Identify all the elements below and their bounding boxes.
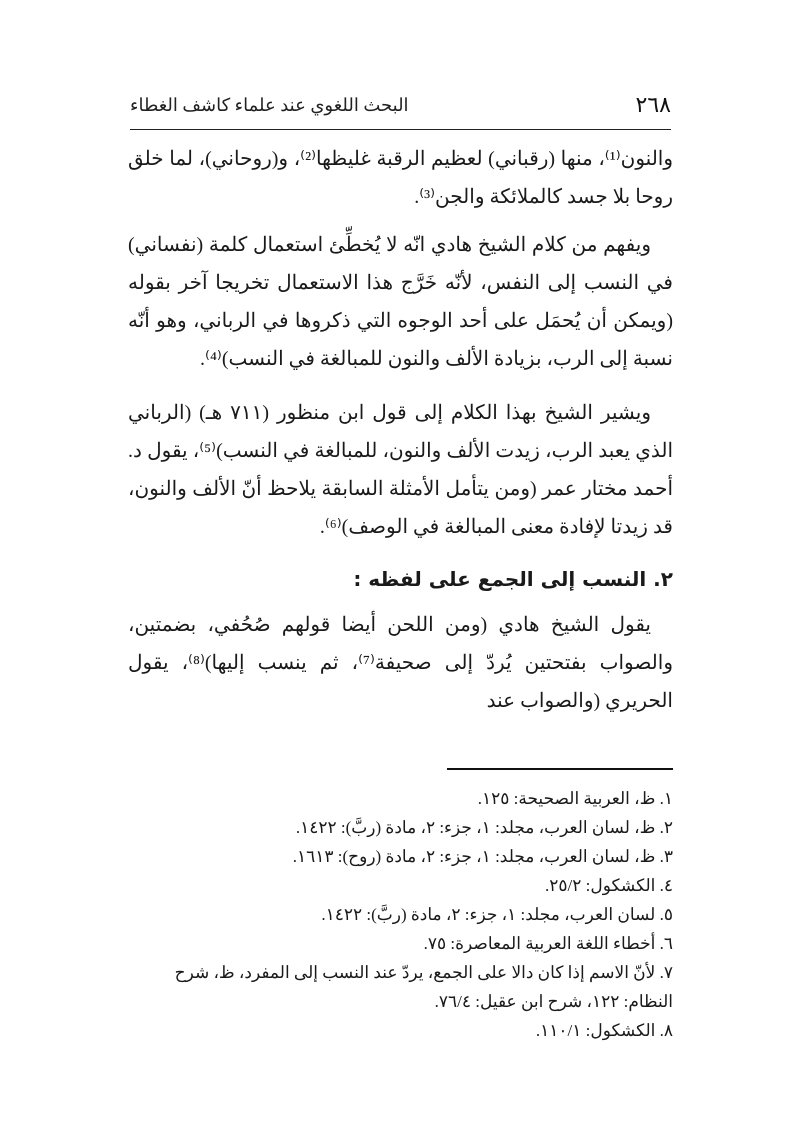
footnote-5: ٥. لسان العرب، مجلد: ١، جزء: ٢، مادة (ربَّ): ١٤٢٢. [321,905,673,924]
footnote-separator [447,768,673,770]
page-number: ٢٦٨ [635,92,671,117]
footnote-8: ٨. الكشكول: ١١٠/١. [535,1021,673,1040]
running-title: البحث اللغوي عند علماء كاشف الغطاء [130,94,409,115]
paragraph-4: يقول الشيخ هادي (ومن اللحن أيضا قولهم صُحُفي، بضمتين، والصواب بفتحتين يُردّ إلى صحيفة⁽⁷⁾، ثم ينسب إليها)⁽⁸⁾، يقول الحريري (والصواب عند [128,614,673,712]
footnote-4: ٤. الكشكول: ٢٥/٢. [545,876,673,895]
header-rule [130,129,671,130]
paragraph-3: ويشير الشيخ بهذا الكلام إلى قول ابن منظور (٧١١ هـ) (الرباني الذي يعبد الرب، زيدت الألف والنون، للمبالغة في النسب)⁽⁵⁾، يقول د. أحمد مختار عمر (ومن يتأمل الأمثلة السابقة يلاحظ أنّ الألف والنون، قد زيدتا لإفادة معنى المبالغة في الوصف)⁽⁶⁾. [128,402,673,538]
page-header [130,88,671,122]
paragraph-2: ويفهم من كلام الشيخ هادي انّه لا يُخطِّئ استعمال كلمة (نفساني) في النسب إلى النفس، لأنّه خَرَّج هذا الاستعمال تخريجا آخر بقوله (ويمكن أن يُحمَل على أحد الوجوه التي ذكروها في الرباني، وهو أنّه نسبة إلى الرب، بزيادة الألف والنون للمبالغة في النسب)⁽⁴⁾. [128,234,673,370]
footnotes [128,784,673,1045]
footnote-3: ٣. ظ، لسان العرب، مجلد: ١، جزء: ٢، مادة (روح): ١٦١٣. [292,847,673,866]
footnote-1: ١. ظ، العربية الصحيحة: ١٢٥. [477,789,673,808]
section-heading: ٢. النسب إلى الجمع على لفظه : [353,567,673,591]
footnote-7: ٧. لأنّ الاسم إذا كان دالا على الجمع، يردّ عند النسب إلى المفرد، ظ، شرح النظام: ١٢٢، شرح ابن عقيل: ٧٦/٤. [174,963,673,1011]
footnote-6: ٦. أخطاء اللغة العربية المعاصرة: ٧٥. [423,934,673,953]
main-text [128,140,673,736]
paragraph-1: والنون⁽¹⁾، منها (رقباني) لعظيم الرقبة غليظها⁽²⁾، و(روحاني)، لما خلق روحا بلا جسد كالملائكة والجن⁽³⁾. [128,148,674,208]
footnote-2: ٢. ظ، لسان العرب، مجلد: ١، جزء: ٢، مادة (ربَّ): ١٤٢٢. [295,818,673,837]
